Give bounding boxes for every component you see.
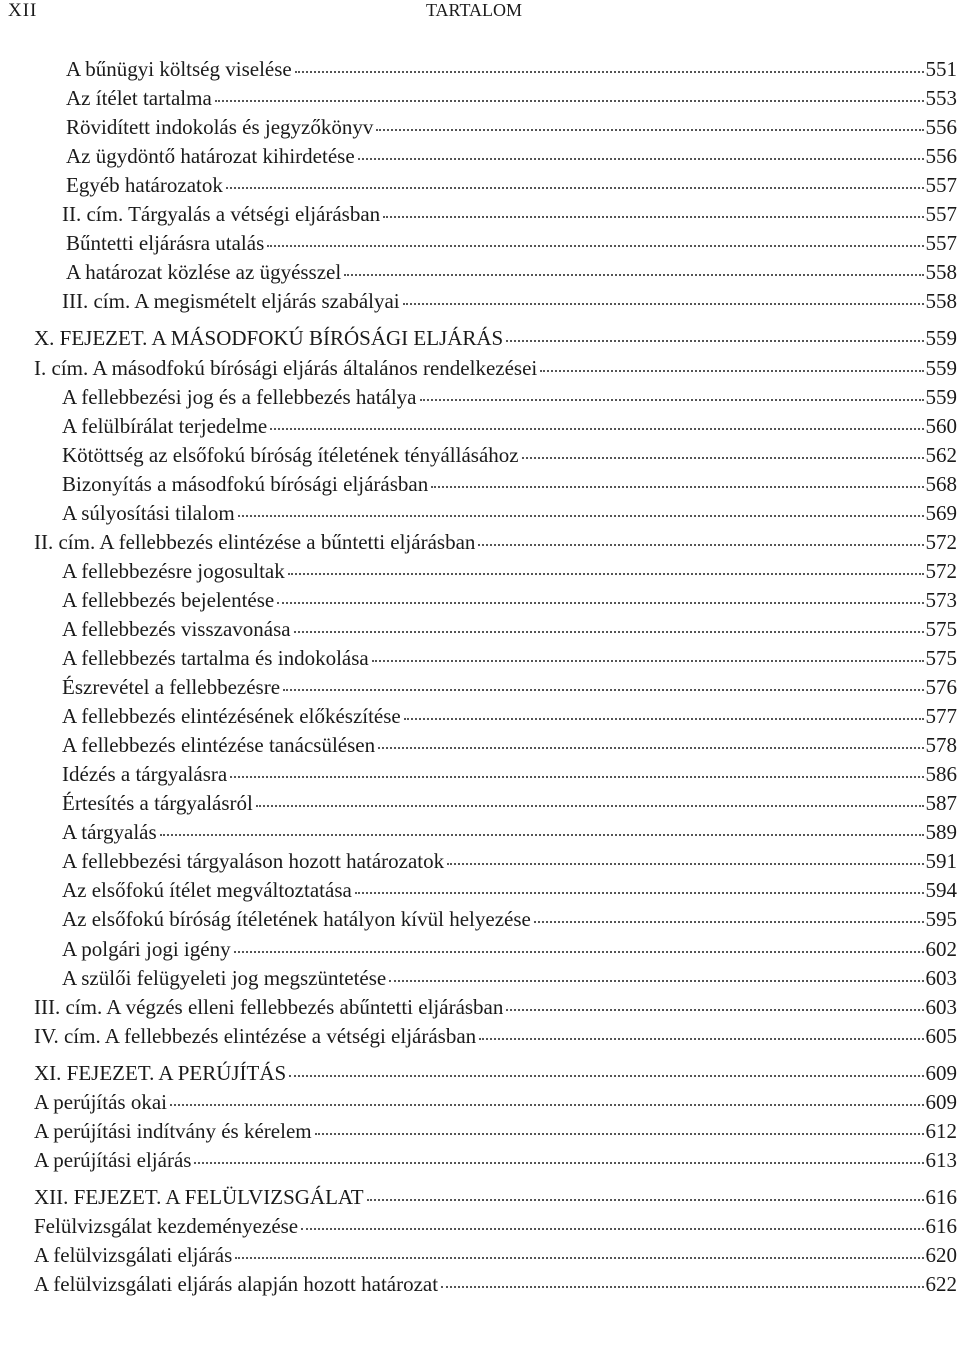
toc-entry-title: XII. FEJEZET. A FELÜLVIZSGÁLAT xyxy=(34,1184,364,1209)
dot-leader xyxy=(295,70,924,73)
toc-entry-title: IV. cím. A fellebbezés elintézése a vétségi eljárásban xyxy=(34,1023,477,1048)
dot-leader xyxy=(238,514,924,517)
dot-leader xyxy=(270,427,923,430)
dot-leader xyxy=(367,1198,924,1201)
toc-entry-page-number: 591 xyxy=(925,849,957,874)
toc-entry-page-number: 557 xyxy=(925,231,957,256)
toc-entry xyxy=(62,441,957,470)
dot-leader xyxy=(358,157,924,160)
toc-entry xyxy=(62,731,957,760)
toc-entry-title: III. cím. A megismételt eljárás szabályai xyxy=(62,289,400,314)
toc-entry-title: A fellebbezés visszavonása xyxy=(62,616,291,641)
dot-leader xyxy=(194,1161,923,1164)
toc-entry xyxy=(34,1241,957,1270)
toc-entry-title: A fellebbezésre jogosultak xyxy=(62,558,285,583)
dot-leader xyxy=(447,862,923,865)
dot-leader xyxy=(522,456,924,459)
toc-entry-title: A fellebbezési jog és a fellebbezés hatálya xyxy=(62,384,417,409)
dot-leader xyxy=(235,1256,923,1259)
toc-entry-title: Az elsőfokú ítélet megváltoztatása xyxy=(62,878,352,903)
dot-leader xyxy=(534,920,924,923)
dot-leader xyxy=(389,979,923,982)
toc-entry-title: Az ítélet tartalma xyxy=(66,86,212,111)
toc-entry-title: Kötöttség az elsőfokú bíróság ítéletének tényállásához xyxy=(62,442,519,467)
toc-entry-page-number: 616 xyxy=(925,1184,957,1209)
dot-leader xyxy=(506,1008,923,1011)
toc-entry-title: A tárgyalás xyxy=(62,820,157,845)
toc-entry-page-number: 595 xyxy=(925,907,957,932)
toc-entry-page-number: 568 xyxy=(925,471,957,496)
toc-entry xyxy=(34,354,957,383)
dot-leader xyxy=(420,398,924,401)
toc-entry-title: I. cím. A másodfokú bírósági eljárás általános rendelkezései xyxy=(34,355,538,380)
toc-entry-page-number: 622 xyxy=(925,1272,957,1297)
toc-entry-page-number: 562 xyxy=(925,442,957,467)
toc-entry-title: A perújítás okai xyxy=(34,1089,167,1114)
toc-entry-title: A felülbírálat terjedelme xyxy=(62,413,268,438)
toc-entry xyxy=(34,1088,957,1117)
toc-entry xyxy=(34,528,957,557)
dot-leader xyxy=(283,688,923,691)
page-header xyxy=(0,0,960,24)
dot-leader xyxy=(226,186,924,189)
toc-entry-page-number: 578 xyxy=(925,733,957,758)
dot-leader xyxy=(288,572,924,575)
toc-entry-title: XI. FEJEZET. A PERÚJÍTÁS xyxy=(34,1060,287,1085)
toc-entry-page-number: 602 xyxy=(925,936,957,961)
toc-entry xyxy=(62,760,957,789)
toc-entry-title: III. cím. A végzés elleni fellebbezés abűntetti eljárásban xyxy=(34,994,504,1019)
toc-entry-title: A súlyosítási tilalom xyxy=(62,500,235,525)
toc-entry-title: Rövidített indokolás és jegyzőkönyv xyxy=(66,115,374,140)
dot-leader xyxy=(479,1037,923,1040)
toc-entry-page-number: 586 xyxy=(925,762,957,787)
toc-entry-title: A szülői felügyeleti jog megszüntetése xyxy=(62,965,387,990)
toc-entry-page-number: 609 xyxy=(925,1089,957,1114)
toc-entry-title: Az elsőfokú bíróság ítéletének hatályon kívül helyezése xyxy=(62,907,531,932)
toc-entry-page-number: 572 xyxy=(925,558,957,583)
toc-entry xyxy=(34,1212,957,1241)
toc-entry-page-number: 589 xyxy=(925,820,957,845)
dot-leader xyxy=(441,1285,923,1288)
toc-entry-page-number: 575 xyxy=(925,616,957,641)
toc-entry xyxy=(34,1022,957,1051)
toc-entry-page-number: 560 xyxy=(925,413,957,438)
toc-entry-page-number: 594 xyxy=(925,878,957,903)
toc-entry xyxy=(62,847,957,876)
toc-entry-page-number: 605 xyxy=(925,1023,957,1048)
toc-entry xyxy=(62,586,957,615)
toc-entry xyxy=(66,113,957,142)
toc-entry-page-number: 556 xyxy=(925,144,957,169)
toc-entry xyxy=(62,702,957,731)
toc-entry-title: Értesítés a tárgyalásról xyxy=(62,791,253,816)
toc-entry xyxy=(62,964,957,993)
toc-entry-title: Felülvizsgálat kezdeményezése xyxy=(34,1213,299,1238)
toc-entry xyxy=(66,55,957,84)
dot-leader xyxy=(230,775,923,778)
toc-entry xyxy=(62,287,957,316)
toc-entry xyxy=(66,229,957,258)
toc-entry-title: Az ügydöntő határozat kihirdetése xyxy=(66,144,355,169)
toc-entry-page-number: 620 xyxy=(925,1243,957,1267)
toc-entry-page-number: 559 xyxy=(925,384,957,409)
dot-leader xyxy=(234,950,924,953)
toc-entry-page-number: 603 xyxy=(925,965,957,990)
toc-entry xyxy=(62,876,957,905)
toc-entry xyxy=(62,615,957,644)
toc-entry-title: A felülvizsgálati eljárás xyxy=(34,1243,233,1267)
toc-entry-title: Idézés a tárgyalásra xyxy=(62,762,228,787)
toc-entry-title: A fellebbezés bejelentése xyxy=(62,587,275,612)
toc-entry-page-number: 612 xyxy=(925,1118,957,1143)
toc-entry xyxy=(34,1117,957,1146)
toc-entry-title: A fellebbezés elintézése tanácsülésen xyxy=(62,733,376,758)
toc-entry xyxy=(34,993,957,1022)
page-number: XII xyxy=(8,0,38,21)
dot-leader xyxy=(289,1074,923,1077)
dot-leader xyxy=(170,1103,924,1106)
toc-entry-page-number: 558 xyxy=(925,289,957,314)
dot-leader xyxy=(403,302,924,305)
toc-entry xyxy=(62,905,957,934)
dot-leader xyxy=(267,244,923,247)
toc-entry-title: Észrevétel a fellebbezésre xyxy=(62,675,281,700)
toc-entry-title: X. FEJEZET. A MÁSODFOKÚ BÍRÓSÁGI ELJÁRÁS xyxy=(34,326,504,351)
dot-leader xyxy=(376,128,923,131)
toc-entry-page-number: 577 xyxy=(925,704,957,729)
toc-entry xyxy=(34,1183,957,1212)
toc-entry-page-number: 556 xyxy=(925,115,957,140)
toc-entry xyxy=(62,789,957,818)
dot-leader xyxy=(372,659,924,662)
toc-entry-page-number: 609 xyxy=(925,1060,957,1085)
toc-entry xyxy=(34,324,957,353)
dot-leader xyxy=(215,99,924,102)
dot-leader xyxy=(506,339,923,342)
toc-entry-page-number: 558 xyxy=(925,260,957,285)
toc-entry xyxy=(62,499,957,528)
toc-entry-title: A perújítási indítvány és kérelem xyxy=(34,1118,312,1143)
dot-leader xyxy=(383,215,923,218)
dot-leader xyxy=(355,891,924,894)
dot-leader xyxy=(540,369,923,372)
toc-entry-title: Egyéb határozatok xyxy=(66,173,223,198)
dot-leader xyxy=(378,746,923,749)
toc-entry xyxy=(62,557,957,586)
toc-entry-page-number: 603 xyxy=(925,994,957,1019)
toc-entry-page-number: 587 xyxy=(925,791,957,816)
toc-entry-page-number: 575 xyxy=(925,646,957,670)
toc-entry-title: A felülvizsgálati eljárás alapján hozott határozat xyxy=(34,1272,439,1297)
toc-entry-page-number: 613 xyxy=(925,1147,957,1172)
dot-leader xyxy=(301,1227,923,1230)
toc-entry-title: A perújítási eljárás xyxy=(34,1147,192,1172)
toc-entry-page-number: 557 xyxy=(925,173,957,198)
toc-entry xyxy=(66,258,957,287)
toc-entry-title: II. cím. A fellebbezés elintézése a bűntetti eljárásban xyxy=(34,529,476,554)
toc-entry-page-number: 559 xyxy=(925,355,957,380)
toc-entry xyxy=(34,1146,957,1175)
running-title: TARTALOM xyxy=(426,0,523,20)
dot-leader xyxy=(160,833,924,836)
toc-entry xyxy=(62,200,957,229)
toc-entry-page-number: 559 xyxy=(925,326,957,351)
toc-entry xyxy=(34,1270,957,1299)
toc-entry xyxy=(66,171,957,200)
toc-entry-page-number: 616 xyxy=(925,1213,957,1238)
dot-leader xyxy=(478,543,923,546)
toc-entry xyxy=(62,470,957,499)
toc-entry-page-number: 557 xyxy=(925,202,957,227)
toc-entry-page-number: 573 xyxy=(925,587,957,612)
toc-entry-title: A fellebbezés tartalma és indokolása xyxy=(62,646,369,670)
toc-entry-page-number: 551 xyxy=(925,57,957,81)
dot-leader xyxy=(315,1132,924,1135)
toc-entry xyxy=(62,673,957,702)
toc-entry-title: Bizonyítás a másodfokú bírósági eljárásban xyxy=(62,471,429,496)
toc-entry-page-number: 576 xyxy=(925,675,957,700)
toc-entry-title: II. cím. Tárgyalás a vétségi eljárásban xyxy=(62,202,381,227)
dot-leader xyxy=(404,717,924,720)
toc-entry-page-number: 572 xyxy=(925,529,957,554)
dot-leader xyxy=(256,804,924,807)
dot-leader xyxy=(431,485,923,488)
toc-entry-page-number: 569 xyxy=(925,500,957,525)
toc-entry xyxy=(66,142,957,171)
toc-entry xyxy=(62,818,957,847)
toc-entry-title: Bűntetti eljárásra utalás xyxy=(66,231,265,256)
toc-entry-page-number: 553 xyxy=(925,86,957,111)
toc-entry-title: A bűnügyi költség viselése xyxy=(66,57,292,81)
dot-leader xyxy=(344,273,923,276)
toc-entry xyxy=(66,84,957,113)
toc-entry xyxy=(34,1059,957,1088)
toc-entry xyxy=(62,935,957,964)
toc-entry-title: A fellebbezés elintézésének előkészítése xyxy=(62,704,401,729)
toc-entry-title: A polgári jogi igény xyxy=(62,936,231,961)
toc-entry xyxy=(62,644,957,673)
dot-leader xyxy=(277,601,923,604)
toc-entry-title: A fellebbezési tárgyaláson hozott határozatok xyxy=(62,849,445,874)
dot-leader xyxy=(294,630,924,633)
toc-entry xyxy=(62,412,957,441)
toc-entry-title: A határozat közlése az ügyésszel xyxy=(66,260,342,285)
toc-entry xyxy=(62,383,957,412)
